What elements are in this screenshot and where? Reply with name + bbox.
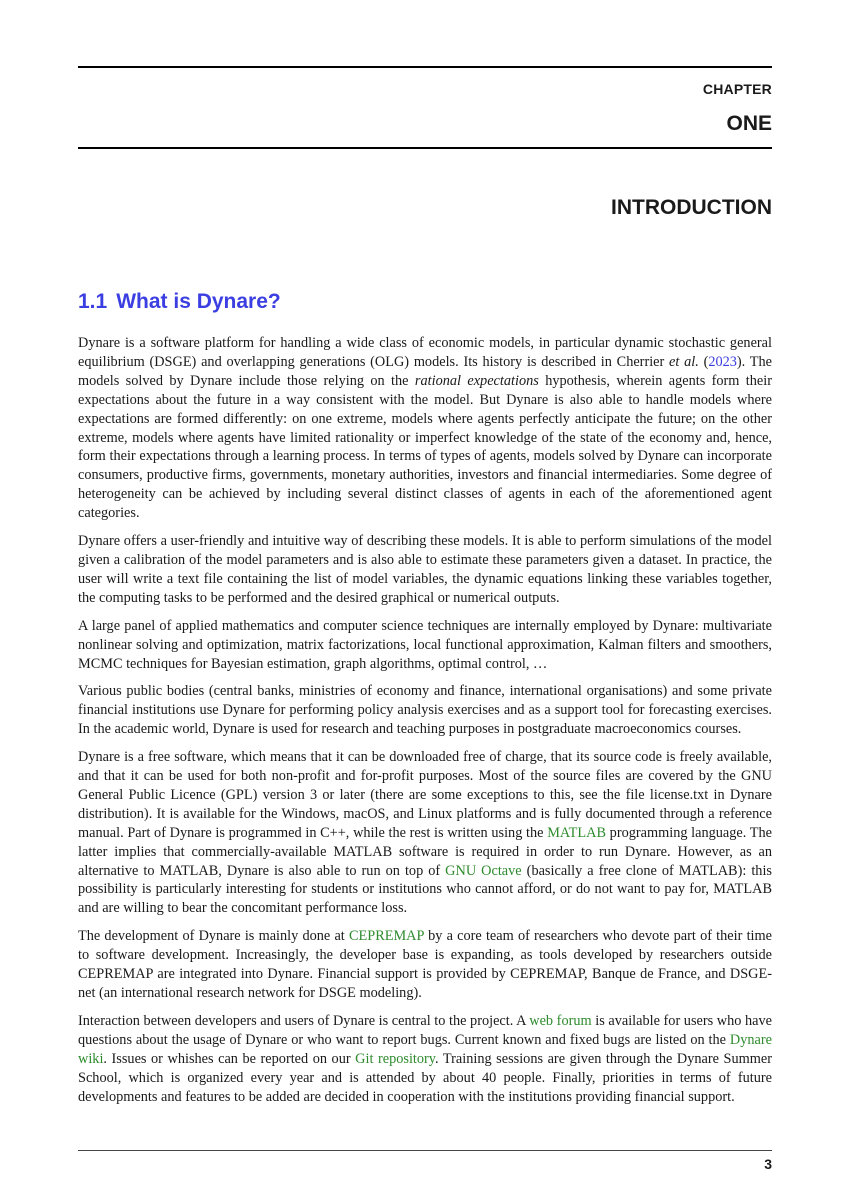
paragraph-history	[78, 334, 772, 523]
text-run-italic: rational expectations	[414, 372, 539, 389]
text-run: (basically a free clone of MATLAB): this possibility is particularly interesting for students or institutions who cannot afford, or do not want to pay for, MATLAB and are willing to bear the concomitant performance loss.	[78, 862, 772, 917]
paragraph-community	[78, 1012, 772, 1107]
text-run: The development of Dynare is mainly done at	[78, 928, 349, 945]
paragraph-techniques: A large panel of applied mathematics and computer science techniques are internally employed by Dynare: multivariate nonlinear solving and optimization, matrix factorizations, local functional approximation, Kalman filters and smoothers, MCMC techniques for Bayesian estimation, graph algorithms, optimal control, …	[78, 617, 772, 672]
page-number: 3	[764, 1156, 772, 1172]
text-run: programming language. The latter implies that commercially-available MATLAB software is required in order to run Dynare. However, as an alternative to MATLAB, Dynare is also able to run on top of	[78, 824, 772, 879]
text-run: Dynare is a free software, which means that it can be downloaded free of charge, that its source code is freely available, and that it can be used for both non-profit and for-profit purposes. Most of the source files are covered by the GNU General Public Licence (GPL) version 3 or later (there are some exceptions to this, see the file license.txt in Dynare distribution). It is available for the Windows, macOS, and Linux platforms and is fully documented through a reference manual. Part of Dynare is programmed in C++, while the rest is written using the	[78, 749, 772, 841]
chapter-rule	[78, 147, 772, 149]
section-title: What is Dynare?	[116, 290, 281, 313]
text-run-italic: et al.	[669, 353, 699, 370]
paragraph-users: Various public bodies (central banks, ministries of economy and finance, international organisations) and some private financial institutions use Dynare for performing policy analysis exercises and as a support tool for forecasting exercises. In the academic world, Dynare is used for research and teaching purposes in postgraduate macroeconomics courses.	[78, 683, 772, 738]
text-run: . Issues or whishes can be reported on our	[103, 1050, 356, 1067]
text-run: by a core team of researchers who devote part of their time to software development. Increasingly, the developer base is expanding, as tools developed by researchers outside CEPREMAP are integrated into Dynare. Financial support is provided by CEPREMAP, Banque de France, and DSGE-net (an international research network for DSGE modeling).	[78, 928, 772, 1001]
text-run: Interaction between developers and users of Dynare is central to the project. A	[78, 1012, 530, 1029]
chapter-title: INTRODUCTION	[611, 196, 772, 219]
text-run: ). The models solved by Dynare include those relying on the	[78, 353, 772, 389]
paragraph-user-friendly: Dynare offers a user-friendly and intuitive way of describing these models. It is able to perform simulations of the model given a calibration of the model parameters and is also able to estimate these parameters given a dataset. In practice, the user will write a text file containing the list of model variables, the dynamic equations linking these variables together, the computing tasks to be performed and the desired graphical or numerical outputs.	[78, 533, 772, 606]
section-heading	[78, 290, 281, 314]
section-number: 1.1	[78, 290, 108, 313]
body-text	[78, 334, 772, 1115]
chapter-label: CHAPTER	[702, 81, 772, 97]
chapter-number: ONE	[726, 112, 772, 135]
text-run: is available for users who have questions about the usage of Dynare or who want to report bugs. Current known and fixed bugs are listed on the	[78, 1012, 772, 1048]
top-rule	[78, 66, 772, 68]
footer-rule	[78, 1150, 772, 1151]
git-repository-link[interactable]: Git repository	[355, 1050, 436, 1067]
text-run: Dynare is a software platform for handling a wide class of economic models, in particular dynamic stochastic general equilibrium (DSGE) and overlapping generations (OLG) models. Its history is described in Cherrier	[78, 335, 772, 370]
citation-link[interactable]: 2023	[708, 353, 737, 370]
paragraph-license	[78, 748, 772, 918]
text-run: (	[698, 353, 709, 370]
paragraph-development	[78, 927, 772, 1003]
matlab-link[interactable]: MATLAB	[547, 824, 606, 841]
web-forum-link[interactable]: web forum	[529, 1012, 592, 1029]
text-run: . Training sessions are given through the Dynare Summer School, which is organized every year and is attended by about 40 people. Finally, priorities in terms of future developments and features to be added are decided in cooperation with the institutions providing financial support.	[78, 1050, 773, 1105]
dynare-wiki-link[interactable]: Dynare wiki	[78, 1031, 772, 1067]
text-run: hypothesis, wherein agents form their expectations about the future in a way consistent with the model. But Dynare is also able to handle models where expectations are formed differently: on one extreme, models where agents perfectly anticipate the future; on the other extreme, models where agents have limited rationality or imperfect knowledge of the state of the economy and, hence, form their expectations through a learning process. In terms of types of agents, models solved by Dynare can incorporate consumers, productive firms, governments, monetary authorities, investors and financial intermediaries. Some degree of heterogeneity can be achieved by including several distinct classes of agents in each of the aforementioned agent categories.	[78, 372, 773, 522]
gnu-octave-link[interactable]: GNU Octave	[445, 862, 522, 879]
cepremap-link[interactable]: CEPREMAP	[348, 928, 424, 945]
